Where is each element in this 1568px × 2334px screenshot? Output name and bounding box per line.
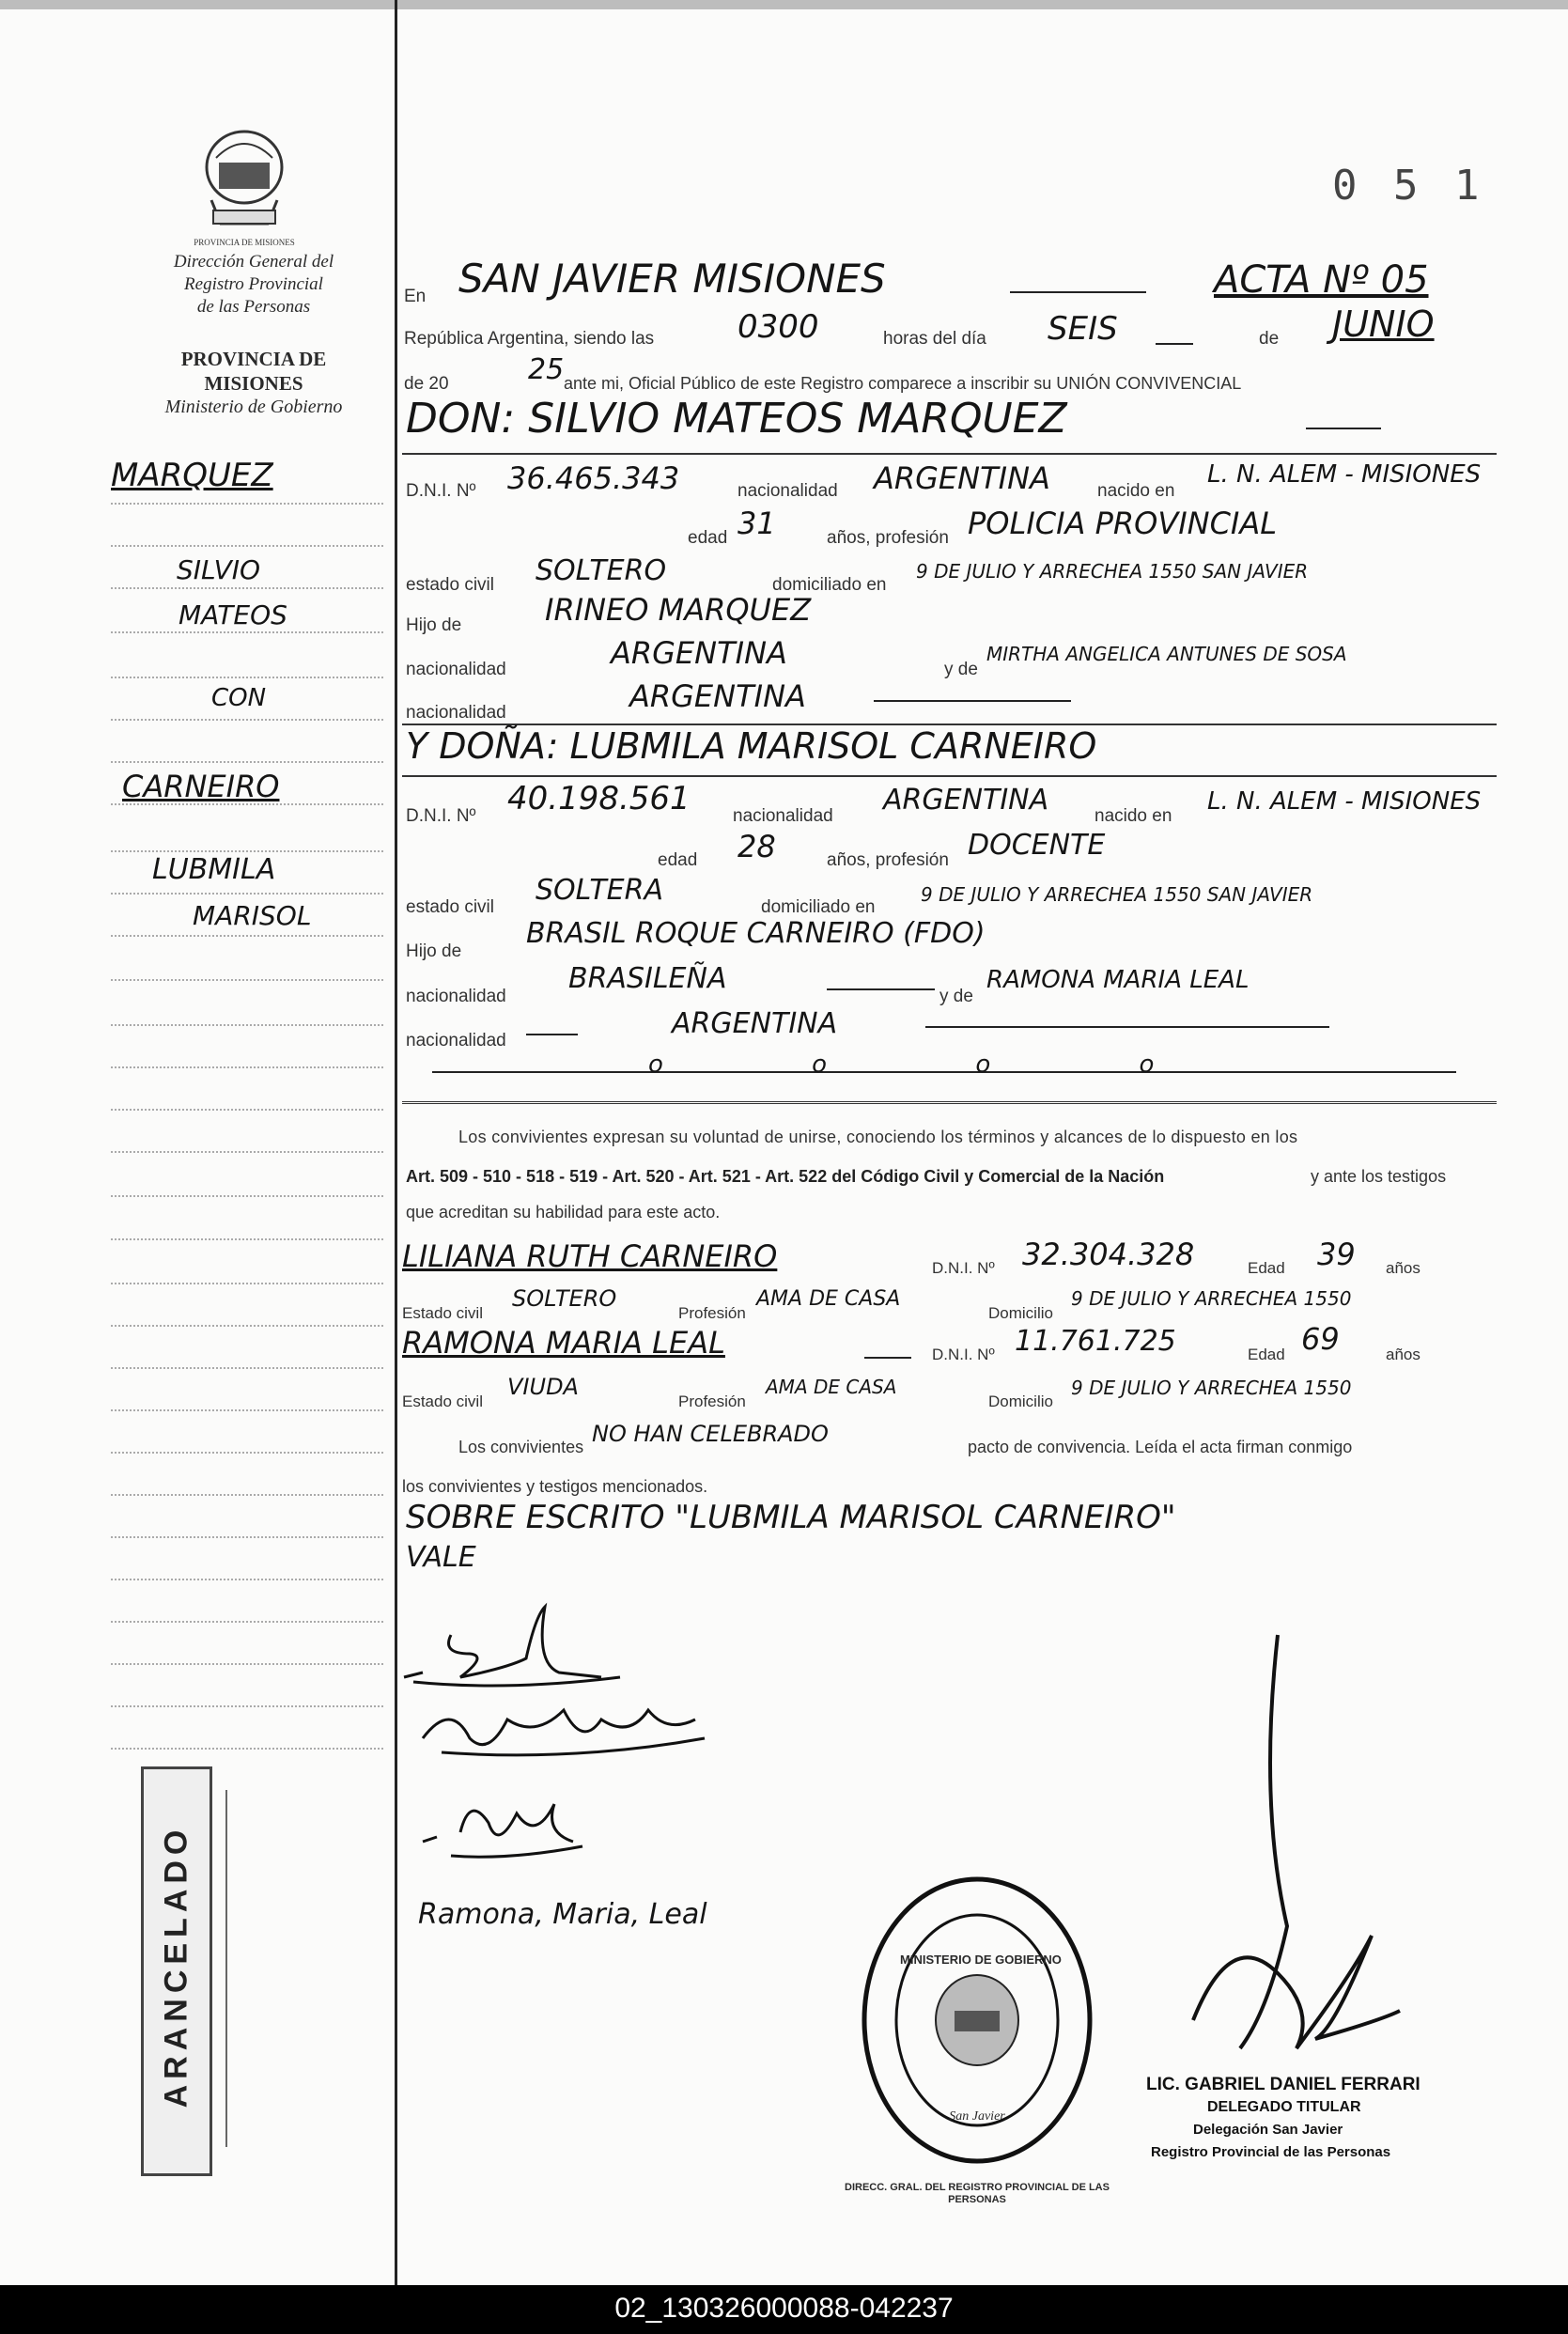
section-rule bbox=[402, 775, 1497, 777]
correction-vale: VALE bbox=[406, 1541, 476, 1574]
margin-line bbox=[111, 1748, 383, 1750]
margin-line bbox=[111, 1452, 383, 1454]
fill-dash bbox=[526, 1034, 578, 1035]
p1-address: 9 DE JULIO Y ARRECHEA 1550 SAN JAVIER bbox=[916, 560, 1309, 583]
official-registry: Registro Provincial de las Personas bbox=[1151, 2144, 1391, 2160]
w1-name: LILIANA RUTH CARNEIRO bbox=[402, 1238, 778, 1274]
p2-years-label: años, profesión bbox=[827, 850, 949, 870]
conv-label: Los convivientes bbox=[458, 1438, 584, 1456]
p2-age: 28 bbox=[737, 829, 776, 864]
scan-top-strip bbox=[0, 0, 1568, 9]
p2-born-label: nacido en bbox=[1094, 806, 1172, 826]
w2-civil: VIUDA bbox=[507, 1374, 579, 1400]
p2-dni-label: D.N.I. Nº bbox=[406, 806, 476, 826]
section-rule bbox=[402, 453, 1497, 455]
margin-line bbox=[111, 545, 383, 547]
w1-age-label: Edad bbox=[1248, 1259, 1285, 1277]
official-name: LIC. GABRIEL DANIEL FERRARI bbox=[1146, 2075, 1421, 2094]
p1-mother: MIRTHA ANGELICA ANTUNES DE SOSA bbox=[986, 643, 1347, 665]
margin-line bbox=[111, 850, 383, 852]
margin-line bbox=[111, 1238, 383, 1240]
official-title: DELEGADO TITULAR bbox=[1207, 2099, 1361, 2115]
w2-prof-label: Profesión bbox=[678, 1393, 746, 1410]
p1-dni-label: D.N.I. Nº bbox=[406, 481, 476, 501]
signature-2 bbox=[413, 1682, 723, 1766]
w1-age: 39 bbox=[1317, 1237, 1356, 1272]
official-stamp bbox=[857, 1870, 1097, 2171]
p1-civil: SOLTERO bbox=[536, 554, 667, 587]
p1-father: IRINEO MARQUEZ bbox=[545, 592, 812, 628]
margin-line bbox=[111, 587, 383, 589]
margin-line bbox=[111, 503, 383, 505]
official-office: Delegación San Javier bbox=[1193, 2122, 1343, 2138]
p2-profession: DOCENTE bbox=[968, 829, 1106, 862]
stamp-ring-top: DIRECC. GRAL. DEL REGISTRO PROVINCIAL DE LAS PERSONAS bbox=[845, 2182, 1110, 2205]
fill-dash bbox=[1010, 291, 1146, 293]
p2-born: L. N. ALEM - MISIONES bbox=[1207, 787, 1482, 816]
margin-line bbox=[111, 1579, 383, 1580]
w1-dni: 32.304.328 bbox=[1022, 1237, 1195, 1272]
stamp-location: San Javier bbox=[949, 2109, 1005, 2124]
w2-name: RAMONA MARIA LEAL bbox=[402, 1325, 725, 1361]
time-value: 0300 bbox=[737, 308, 819, 346]
margin-line bbox=[111, 1536, 383, 1538]
w2-dni: 11.761.725 bbox=[1015, 1325, 1176, 1358]
institution-line-2: Registro Provincial bbox=[184, 274, 323, 294]
margin-line bbox=[111, 1151, 383, 1153]
p2-mother-nat-label: nacionalidad bbox=[406, 1031, 506, 1050]
w2-age: 69 bbox=[1301, 1321, 1340, 1357]
p2-civil-label: estado civil bbox=[406, 897, 494, 917]
w2-dni-label: D.N.I. Nº bbox=[932, 1346, 995, 1363]
p1-age: 31 bbox=[737, 506, 776, 541]
w1-civil: SOLTERO bbox=[512, 1285, 617, 1312]
p1-address-label: domiciliado en bbox=[772, 575, 887, 595]
fill-dash bbox=[827, 988, 935, 990]
p2-age-label: edad bbox=[658, 850, 698, 870]
statement-line-2-tail: y ante los testigos bbox=[1311, 1167, 1447, 1186]
coat-of-arms-seal bbox=[193, 120, 296, 242]
p2-dni: 40.198.561 bbox=[507, 780, 691, 817]
margin-line bbox=[111, 1109, 383, 1111]
ministry-line: Ministerio de Gobierno bbox=[164, 397, 343, 417]
act-number: ACTA Nº 05 bbox=[1214, 258, 1429, 302]
correction-note: SOBRE ESCRITO "LUBMILA MARISOL CARNEIRO" bbox=[406, 1499, 1176, 1536]
margin-line bbox=[111, 1494, 383, 1496]
side-stamp bbox=[141, 1766, 212, 2176]
province-line-2: MISIONES bbox=[204, 372, 303, 395]
p1-age-label: edad bbox=[688, 528, 728, 548]
year-prefix: de 20 bbox=[404, 374, 449, 394]
p2-nationality: ARGENTINA bbox=[883, 784, 1049, 817]
margin-connector: CON bbox=[211, 684, 267, 712]
signature-4: Ramona, Maria, Leal bbox=[418, 1898, 707, 1931]
fill-dash bbox=[864, 1357, 911, 1359]
p2-address: 9 DE JULIO Y ARRECHEA 1550 SAN JAVIER bbox=[921, 883, 1313, 906]
p1-born-label: nacido en bbox=[1097, 481, 1175, 501]
w2-age-label: Edad bbox=[1248, 1346, 1285, 1363]
de-label: de bbox=[1259, 329, 1280, 349]
margin-names-1b: MATEOS bbox=[179, 599, 287, 630]
p1-civil-label: estado civil bbox=[406, 575, 494, 595]
margin-line bbox=[111, 1283, 383, 1284]
p2-address-label: domiciliado en bbox=[761, 897, 876, 917]
margin-line bbox=[111, 1367, 383, 1369]
p2-mother-nat: ARGENTINA bbox=[672, 1007, 838, 1040]
margin-line bbox=[111, 893, 383, 895]
stamp-inner-text: MINISTERIO DE GOBIERNO bbox=[900, 1953, 1062, 1967]
margin-names-1a: SILVIO bbox=[177, 554, 261, 585]
conv-tail: pacto de convivencia. Leída el acta firman conmigo bbox=[968, 1438, 1353, 1456]
margin-line bbox=[111, 1024, 383, 1026]
p2-civil: SOLTERA bbox=[536, 874, 663, 907]
margin-line bbox=[111, 719, 383, 721]
p1-mother-nat-label: nacionalidad bbox=[406, 703, 506, 723]
margin-line bbox=[111, 1325, 383, 1327]
fill-dash bbox=[1306, 428, 1381, 429]
side-stamp-text: ARANCELADO bbox=[158, 1824, 194, 2108]
province-line-1: PROVINCIA DE bbox=[180, 348, 327, 370]
margin-divider bbox=[395, 0, 397, 2285]
margin-line bbox=[111, 761, 383, 763]
margin-line bbox=[111, 1066, 383, 1068]
year-value: 25 bbox=[528, 353, 565, 386]
p1-child-label: Hijo de bbox=[406, 615, 462, 635]
w1-civil-label: Estado civil bbox=[402, 1304, 483, 1322]
partner2-heading: Y DOÑA: LUBMILA MARISOL CARNEIRO bbox=[406, 725, 1097, 767]
w1-prof-label: Profesión bbox=[678, 1304, 746, 1322]
month-value: JUNIO bbox=[1332, 303, 1435, 345]
p1-mother-nat: ARGENTINA bbox=[629, 678, 806, 714]
margin-surname-1: MARQUEZ bbox=[111, 457, 273, 494]
p2-father: BRASIL ROQUE CARNEIRO (FDO) bbox=[526, 917, 986, 950]
w1-dni-label: D.N.I. Nº bbox=[932, 1259, 995, 1277]
statement-line-1: Los convivientes expresan su voluntad de unirse, conociendo los términos y alcances de lo dispuesto en los bbox=[458, 1128, 1298, 1146]
p2-nat-label: nacionalidad bbox=[733, 806, 833, 826]
p2-and-label: y de bbox=[939, 987, 973, 1006]
p2-null-marks: o o o o bbox=[648, 1050, 1155, 1079]
margin-line bbox=[111, 1195, 383, 1197]
day-value: SEIS bbox=[1048, 310, 1118, 348]
w1-address: 9 DE JULIO Y ARRECHEA 1550 bbox=[1071, 1287, 1352, 1310]
margin-surname-2: CARNEIRO bbox=[122, 769, 280, 804]
p1-dni: 36.465.343 bbox=[507, 460, 680, 496]
place-value: SAN JAVIER MISIONES bbox=[458, 256, 886, 302]
p2-child-label: Hijo de bbox=[406, 941, 462, 961]
w2-civil-label: Estado civil bbox=[402, 1393, 483, 1410]
institution-line-3: de las Personas bbox=[196, 297, 311, 317]
margin-line bbox=[111, 935, 383, 937]
margin-line bbox=[111, 1409, 383, 1411]
p1-nationality: ARGENTINA bbox=[874, 460, 1050, 496]
side-stamp-inner bbox=[225, 1790, 265, 2147]
signature-3 bbox=[413, 1776, 601, 1870]
fill-dash bbox=[1156, 343, 1193, 345]
margin-line bbox=[111, 1621, 383, 1623]
intro-text: ante mi, Oficial Público de este Registro comparece a inscribir su UNIÓN CONVIVENCIAL bbox=[564, 374, 1242, 393]
p2-father-nat: BRASILEÑA bbox=[568, 962, 727, 995]
page-number: 0 5 1 bbox=[1332, 162, 1485, 210]
p1-father-nat: ARGENTINA bbox=[611, 635, 787, 671]
republic-label: República Argentina, siendo las bbox=[404, 329, 655, 349]
document-code: 02_130326000088-042237 bbox=[614, 2293, 954, 2324]
p1-years-label: años, profesión bbox=[827, 528, 949, 548]
statement-line-2: Art. 509 - 510 - 518 - 519 - Art. 520 - Art. 521 - Art. 522 del Código Civil y Comercial de la Nación bbox=[406, 1167, 1165, 1186]
fill-dash bbox=[925, 1026, 1329, 1028]
margin-line bbox=[111, 1663, 383, 1665]
p1-born: L. N. ALEM - MISIONES bbox=[1207, 460, 1482, 489]
w2-profession: AMA DE CASA bbox=[766, 1376, 897, 1398]
section-rule bbox=[402, 1101, 1497, 1104]
w1-profession: AMA DE CASA bbox=[756, 1287, 901, 1311]
w2-address-label: Domicilio bbox=[988, 1393, 1053, 1410]
margin-line bbox=[111, 677, 383, 678]
margin-line bbox=[111, 1705, 383, 1707]
official-signature bbox=[1137, 1616, 1409, 2067]
margin-line bbox=[111, 631, 383, 633]
w1-years-label: años bbox=[1386, 1259, 1421, 1277]
en-label: En bbox=[404, 287, 427, 306]
hours-label: horas del día bbox=[883, 329, 986, 349]
p2-mother: RAMONA MARIA LEAL bbox=[986, 966, 1250, 994]
margin-names-2a: LUBMILA bbox=[152, 853, 276, 886]
institution-line-1: Dirección General del bbox=[173, 252, 334, 272]
statement-line-3: que acreditan su habilidad para este acto. bbox=[406, 1203, 721, 1221]
w1-address-label: Domicilio bbox=[988, 1304, 1053, 1322]
p2-father-nat-label: nacionalidad bbox=[406, 987, 506, 1006]
p1-nat-label: nacionalidad bbox=[737, 481, 838, 501]
seal-caption: PROVINCIA DE MISIONES bbox=[194, 238, 295, 247]
p1-father-nat-label: nacionalidad bbox=[406, 660, 506, 679]
partner1-heading: DON: SILVIO MATEOS MARQUEZ bbox=[406, 395, 1067, 443]
closing-line-2: los convivientes y testigos mencionados. bbox=[402, 1477, 708, 1496]
fill-dash bbox=[874, 700, 1071, 702]
margin-line bbox=[111, 979, 383, 981]
margin-names-2b: MARISOL bbox=[193, 900, 312, 931]
w2-years-label: años bbox=[1386, 1346, 1421, 1363]
w2-address: 9 DE JULIO Y ARRECHEA 1550 bbox=[1071, 1377, 1352, 1399]
p1-and-label: y de bbox=[944, 660, 978, 679]
p1-profession: POLICIA PROVINCIAL bbox=[968, 506, 1278, 541]
conv-value: NO HAN CELEBRADO bbox=[592, 1421, 829, 1447]
